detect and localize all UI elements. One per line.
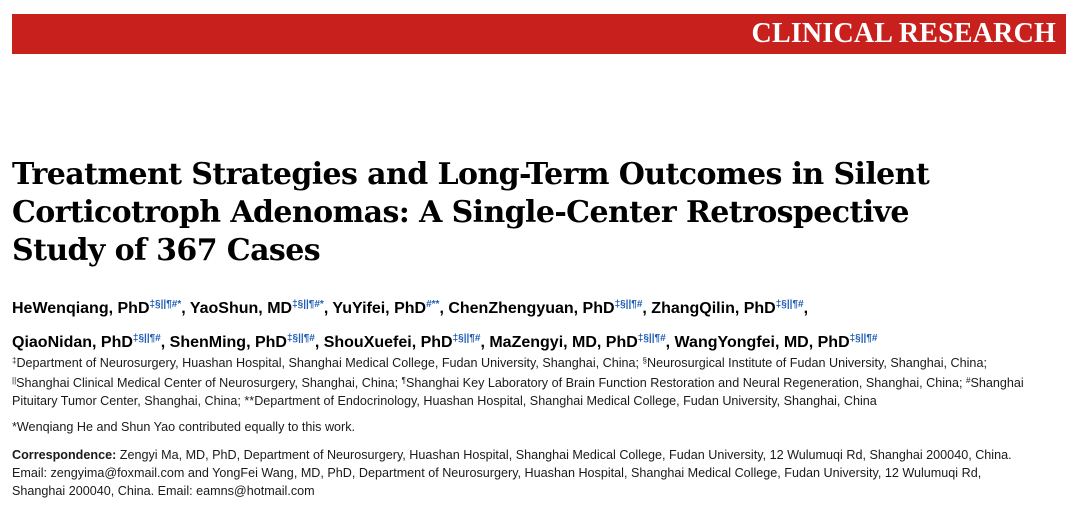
author-name: ChenZhengyuan, PhD [448,300,615,317]
section-label: CLINICAL RESEARCH [751,18,1056,49]
correspondence [12,446,1072,500]
correspondence-line: Email: zengyima@foxmail.com and YongFei Wang, MD, PhD, Department of Neurosurgery, Huashan Hospital, Shanghai Medical College, Fudan University, 12 Wulumuqi Rd, [12,466,982,480]
author-name: WangYongfei, MD, PhD [674,334,850,351]
affiliation-text: Neurosurgical Institute of Fudan University, Shanghai, China; [646,356,987,370]
affiliation-marks[interactable]: #** [426,299,440,310]
affiliation-text: Department of Neurosurgery, Huashan Hospital, Shanghai Medical College, Fudan University, Shanghai, China; [16,356,643,370]
affiliation-line [12,352,1072,372]
affiliation-mark: ‡ [12,356,17,365]
affiliation-line: Pituitary Tumor Center, Shanghai, China; **Department of Endocrinology, Huashan Hospital, Shanghai Medical College, Fudan University, Shanghai, China [12,394,877,408]
section-banner [12,14,1066,54]
affiliations [12,352,1072,410]
author-separator: , [323,300,333,317]
author-separator: , [665,334,675,351]
author-line [12,290,1072,324]
affiliation-marks[interactable]: ‡§||¶# [849,333,878,344]
affiliation-marks[interactable]: ‡§||¶# [637,333,666,344]
title-line: Treatment Strategies and Long-Term Outcomes in Silent [12,157,930,192]
affiliation-mark: # [966,376,971,385]
author-name: HeWenqiang, PhD [12,300,150,317]
author-name: ZhangQilin, PhD [651,300,776,317]
author-name: QiaoNidan, PhD [12,334,133,351]
affiliation-marks[interactable]: ‡§||¶# [286,333,315,344]
author-separator: , [642,300,652,317]
correspondence-line [12,446,1072,464]
affiliation-mark: || [12,376,17,385]
author-separator: , [803,300,809,317]
title-line: Corticotroph Adenomas: A Single-Center Retrospective [12,195,909,230]
affiliation-marks[interactable]: ‡§||¶# [452,333,481,344]
correspondence-label: Correspondence: [12,448,117,462]
affiliation-mark: ¶ [401,376,406,385]
author-list [12,290,1072,358]
affiliation-mark: § [642,356,647,365]
author-name: MaZengyi, MD, PhD [489,334,638,351]
affiliation-text: Shanghai Key Laboratory of Brain Function Restoration and Neural Regeneration, Shanghai, China; [405,376,967,390]
author-name: YaoShun, MD [189,300,293,317]
affiliation-marks[interactable]: ‡§||¶#* [149,299,182,310]
affiliation-marks[interactable]: ‡§||¶# [614,299,643,310]
equal-contribution-note: *Wenqiang He and Shun Yao contributed equally to this work. [12,420,356,434]
author-name: ShouXuefei, PhD [323,334,453,351]
correspondence-text: Zengyi Ma, MD, PhD, Department of Neurosurgery, Huashan Hospital, Shanghai Medical College, Fudan University, 12 Wulumuqi Rd, Shanghai 200040, China. [116,448,1012,462]
affiliation-marks[interactable]: ‡§||¶# [775,299,804,310]
affiliation-marks[interactable]: ‡§||¶#* [292,299,324,310]
author-separator: , [181,300,190,317]
correspondence-line: Shanghai 200040, China. Email: eamns@hotmail.com [12,484,315,498]
author-separator: , [439,300,449,317]
title-line: Study of 367 Cases [12,233,320,268]
author-separator: , [160,334,170,351]
author-separator: , [314,334,324,351]
author-separator: , [480,334,490,351]
author-name: ShenMing, PhD [169,334,287,351]
author-name: YuYifei, PhD [332,300,427,317]
affiliation-marks[interactable]: ‡§||¶# [132,333,161,344]
affiliation-text: Shanghai Clinical Medical Center of Neurosurgery, Shanghai, China; [16,376,402,390]
affiliation-text: Shanghai [970,376,1024,390]
article-title [12,156,1012,270]
affiliation-line [12,372,1072,392]
